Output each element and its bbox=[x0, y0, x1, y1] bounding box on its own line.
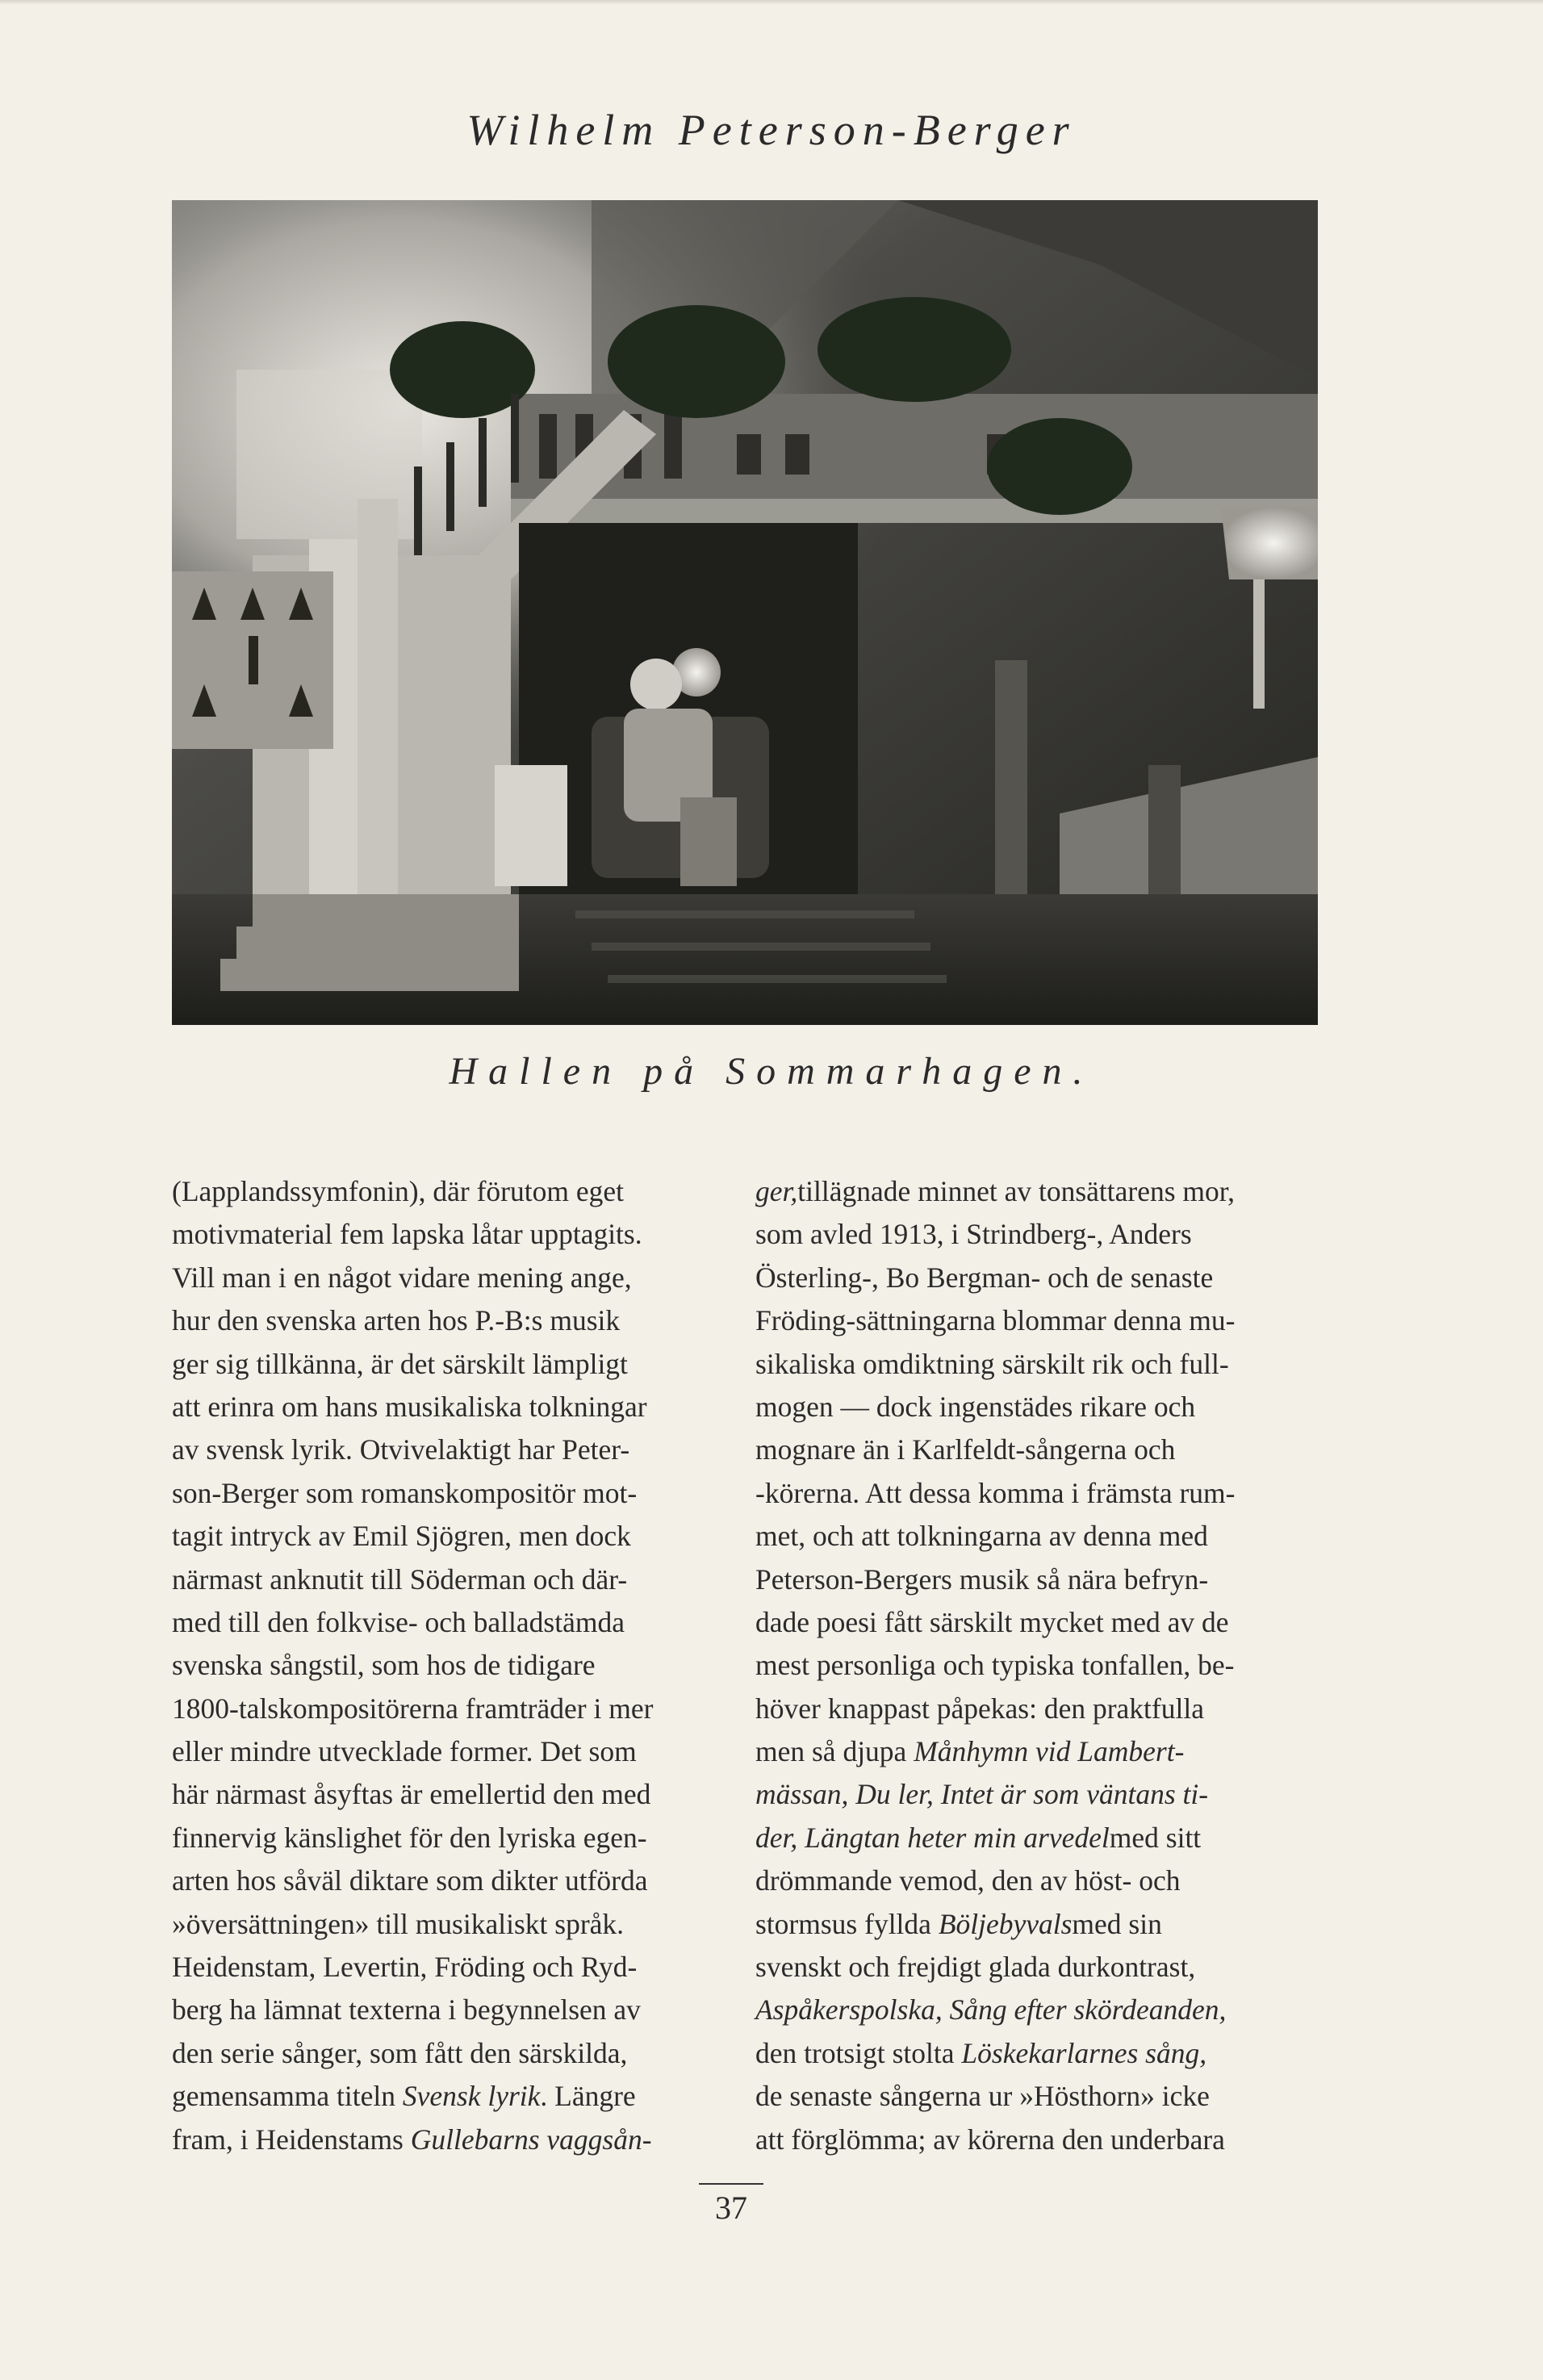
text-line bbox=[755, 1515, 1385, 1558]
text-line bbox=[755, 1946, 1385, 1989]
line-text: sikaliska omdiktning särskilt rik och full- bbox=[755, 1347, 1229, 1380]
text-line bbox=[172, 2119, 717, 2161]
line-text: Vill man i en något vidare mening ange, bbox=[172, 1261, 632, 1294]
line-text: -körerna. Att dessa komma i främsta rum- bbox=[755, 1476, 1236, 1509]
line-text: »översättningen» till musikaliskt språk. bbox=[172, 1907, 625, 1940]
italic-title: der, Längtan heter min arvedel bbox=[755, 1821, 1110, 1854]
italic-title: Svensk lyrik bbox=[402, 2080, 541, 2113]
man-legs bbox=[680, 797, 737, 886]
line-text: (Lapplandssymfonin), där förutom eget bbox=[172, 1175, 624, 1207]
photograph bbox=[172, 200, 1318, 1025]
text-line bbox=[172, 1946, 717, 1989]
text-line bbox=[755, 1730, 1385, 1773]
hall-photo-illustration bbox=[172, 200, 1318, 1025]
text-line bbox=[172, 1644, 717, 1687]
text-line bbox=[172, 1558, 717, 1601]
line-text: svenska sångstil, som hos de tidigare bbox=[172, 1649, 596, 1682]
text-line bbox=[172, 1989, 717, 2031]
line-text: son-Berger som romanskompositör mot- bbox=[172, 1476, 638, 1509]
text-line bbox=[755, 1601, 1385, 1644]
text-line bbox=[755, 2075, 1385, 2118]
line-text: drömmande vemod, den av höst- och bbox=[755, 1864, 1181, 1897]
text-line bbox=[755, 1903, 1385, 1946]
line-text: med till den folkvise- och balladstämda bbox=[172, 1605, 625, 1638]
page-edge bbox=[0, 0, 1543, 5]
line-text: hur den svenska arten hos P.-B:s musik bbox=[172, 1304, 621, 1337]
page-number: 37 bbox=[715, 2190, 747, 2226]
text-line bbox=[755, 1343, 1385, 1386]
text-line bbox=[172, 1903, 717, 1946]
text-line bbox=[755, 1428, 1385, 1471]
italic-title: mässan, Du ler, Intet är som väntans ti- bbox=[755, 1778, 1209, 1811]
line-text: . Längre bbox=[540, 2080, 636, 2113]
line-text: 1800-talskompositörerna framträder i mer bbox=[172, 1692, 654, 1725]
text-line bbox=[172, 2075, 717, 2118]
line-text: här närmast åsyftas är emellertid den med bbox=[172, 1778, 651, 1811]
line-text: finnervig känslighet för den lyriska egen- bbox=[172, 1821, 647, 1854]
text-line bbox=[172, 1170, 717, 1213]
text-line bbox=[755, 1558, 1385, 1601]
text-line bbox=[755, 1859, 1385, 1902]
text-line bbox=[172, 1601, 717, 1644]
line-text: de senaste sångerna ur »Hösthorn» icke bbox=[755, 2080, 1210, 2113]
text-line bbox=[755, 1170, 1385, 1213]
text-line bbox=[172, 1688, 717, 1730]
text-column-right bbox=[755, 1170, 1385, 2161]
italic-title: Böljebyvals bbox=[938, 1907, 1073, 1940]
italic-title: Löskekarlarnes sång, bbox=[961, 2036, 1207, 2069]
text-line bbox=[755, 1773, 1385, 1816]
text-line bbox=[755, 1257, 1385, 1299]
text-line bbox=[755, 1644, 1385, 1687]
text-line bbox=[172, 1730, 717, 1773]
italic-title: Gullebarns vaggsån- bbox=[410, 2123, 652, 2156]
running-head: Wilhelm Peterson-Berger bbox=[466, 106, 1077, 154]
stair-post bbox=[358, 499, 398, 902]
text-line bbox=[172, 1817, 717, 1859]
line-text: dade poesi fått särskilt mycket med av de bbox=[755, 1605, 1229, 1638]
line-text: men så djupa bbox=[755, 1735, 907, 1768]
line-text: tillägnade minnet av tonsättarens mor, bbox=[797, 1175, 1236, 1207]
italic-title: ger, bbox=[755, 1175, 798, 1207]
text-line bbox=[172, 2032, 717, 2075]
line-text: fram, i Heidenstams bbox=[172, 2123, 404, 2156]
line-text: berg ha lämnat texterna i begynnelsen av bbox=[172, 1993, 641, 2027]
text-line bbox=[755, 2119, 1385, 2161]
text-line bbox=[172, 1299, 717, 1342]
text-line bbox=[755, 1213, 1385, 1256]
text-line bbox=[755, 1989, 1385, 2031]
line-text: som avled 1913, i Strindberg-, Anders bbox=[755, 1218, 1192, 1251]
text-line bbox=[755, 1472, 1385, 1515]
text-column-left bbox=[172, 1170, 717, 2161]
photo-caption: Hallen på Sommarhagen. bbox=[449, 1050, 1094, 1093]
line-text: närmast anknutit till Söderman och där- bbox=[172, 1562, 628, 1596]
text-line bbox=[172, 1773, 717, 1816]
text-line bbox=[755, 1386, 1385, 1428]
line-text: Heidenstam, Levertin, Fröding och Ryd- bbox=[172, 1951, 638, 1984]
line-text: att erinra om hans musikaliska tolkningar bbox=[172, 1390, 647, 1423]
text-line bbox=[172, 1859, 717, 1902]
text-line bbox=[755, 1817, 1385, 1859]
line-text: svenskt och frejdigt glada durkontrast, bbox=[755, 1951, 1196, 1984]
line-text: arten hos såväl diktare som dikter utförda bbox=[172, 1864, 648, 1897]
line-text: den serie sånger, som fått den särskilda, bbox=[172, 2036, 628, 2069]
text-line bbox=[172, 1257, 717, 1299]
line-text: Österling-, Bo Bergman- och de senaste bbox=[755, 1261, 1214, 1294]
line-text: met, och att tolkningarna av denna med bbox=[755, 1520, 1208, 1553]
text-line bbox=[172, 1343, 717, 1386]
line-text: gemensamma titeln bbox=[172, 2080, 396, 2113]
text-line bbox=[172, 1213, 717, 1256]
line-text: motivmaterial fem lapska låtar upptagits. bbox=[172, 1218, 642, 1251]
table-lamp-shade bbox=[1221, 507, 1318, 579]
italic-title: Aspåkerspolska, Sång efter skördeanden, bbox=[755, 1993, 1227, 2027]
line-text: ger sig tillkänna, är det särskilt lämpligt bbox=[172, 1347, 628, 1380]
line-text: den trotsigt stolta bbox=[755, 2036, 955, 2069]
text-line bbox=[172, 1472, 717, 1515]
steps bbox=[220, 894, 519, 991]
line-text: tagit intryck av Emil Sjögren, men dock bbox=[172, 1520, 631, 1553]
text-line bbox=[755, 1299, 1385, 1342]
line-text: Peterson-Bergers musik så nära befryn- bbox=[755, 1562, 1209, 1596]
gallery-beam bbox=[511, 499, 1318, 523]
line-text: höver knappast påpekas: den praktfulla bbox=[755, 1692, 1204, 1725]
text-line bbox=[755, 2032, 1385, 2075]
line-text: att förglömma; av körerna den underbara bbox=[755, 2123, 1225, 2156]
text-line bbox=[172, 1515, 717, 1558]
radiator bbox=[495, 765, 567, 886]
line-text: med sin bbox=[1072, 1907, 1162, 1940]
text-line bbox=[172, 1428, 717, 1471]
text-line bbox=[172, 1386, 717, 1428]
table-lamp-stand bbox=[1253, 579, 1265, 709]
line-text: mest personliga och typiska tonfallen, be- bbox=[755, 1649, 1235, 1682]
line-text: mogen — dock ingenstädes rikare och bbox=[755, 1390, 1196, 1423]
line-text: Fröding-sättningarna blommar denna mu- bbox=[755, 1304, 1236, 1337]
man-head bbox=[630, 659, 682, 710]
page-number-rule bbox=[699, 2183, 763, 2185]
italic-title: Månhymn vid Lambert- bbox=[914, 1735, 1185, 1768]
line-text: stormsus fyllda bbox=[755, 1907, 931, 1940]
line-text: av svensk lyrik. Otvivelaktigt har Peter- bbox=[172, 1433, 630, 1466]
text-line bbox=[755, 1688, 1385, 1730]
line-text: mognare än i Karlfeldt-sångerna och bbox=[755, 1433, 1176, 1466]
line-text: eller mindre utvecklade former. Det som bbox=[172, 1735, 637, 1768]
line-text: med sitt bbox=[1109, 1821, 1202, 1854]
